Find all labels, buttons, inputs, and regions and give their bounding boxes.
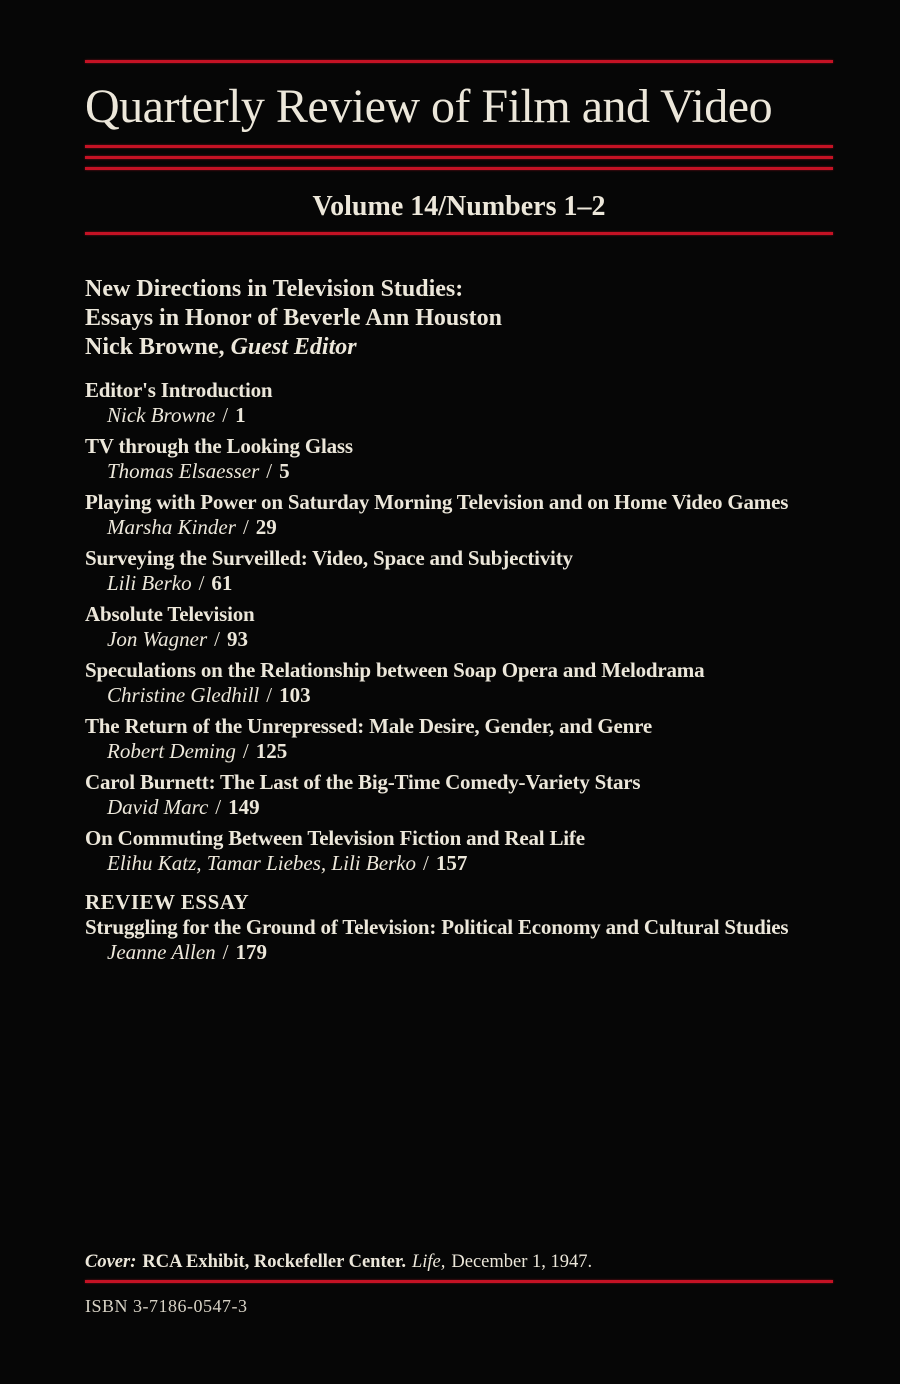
article-title: Playing with Power on Saturday Morning Television and on Home Video Games	[85, 490, 789, 514]
page-separator: /	[266, 459, 273, 483]
article-title: Editor's Introduction	[85, 378, 273, 402]
article-page-number: 125	[255, 739, 288, 763]
toc-entry	[85, 546, 833, 596]
article-title: The Return of the Unrepressed: Male Desire, Gender, and Genre	[85, 714, 653, 738]
toc-entry	[85, 714, 833, 764]
article-page-number: 29	[255, 515, 277, 539]
cover-credit	[85, 1250, 840, 1274]
article-byline	[85, 940, 833, 965]
page-separator: /	[222, 940, 229, 964]
page-content	[0, 60, 900, 965]
article-page-number: 1	[235, 403, 246, 427]
page-separator: /	[266, 683, 273, 707]
volume-number: Volume 14/Numbers 1–2	[312, 191, 606, 222]
decorative-rule	[85, 167, 833, 170]
guest-editor-line	[85, 333, 833, 362]
page-footer	[85, 1250, 840, 1317]
article-authors: David Marc	[107, 795, 209, 819]
article-title: Absolute Television	[85, 602, 255, 626]
article-page-number: 103	[279, 683, 311, 707]
cover-credit-date: December 1, 1947.	[451, 1252, 593, 1272]
article-page-number: 5	[279, 459, 290, 483]
article-byline	[85, 683, 833, 708]
page-separator: /	[214, 627, 220, 651]
article-authors: Elihu Katz, Tamar Liebes, Lili Berko	[107, 851, 417, 875]
article-byline	[85, 571, 833, 596]
toc-entry	[85, 826, 833, 876]
decorative-rule-group	[85, 145, 833, 170]
article-page-number: 157	[435, 851, 468, 875]
article-authors: Robert Deming	[107, 739, 236, 763]
article-byline	[85, 403, 833, 428]
article-page-number: 179	[235, 940, 267, 964]
page-separator: /	[242, 515, 249, 539]
article-page-number: 149	[228, 795, 260, 819]
guest-editor-name: Nick Browne,	[85, 334, 225, 360]
toc-entry	[85, 490, 833, 540]
article-authors: Thomas Elsaesser	[107, 459, 260, 483]
decorative-rule	[85, 156, 833, 159]
decorative-rule-top	[85, 60, 833, 63]
article-title: Carol Burnett: The Last of the Big-Time Comedy-Variety Stars	[85, 770, 641, 794]
decorative-rule	[85, 145, 833, 148]
page-separator: /	[423, 851, 429, 875]
page-separator: /	[215, 795, 222, 819]
article-authors: Marsha Kinder	[107, 515, 236, 539]
article-title: On Commuting Between Television Fiction and Real Life	[85, 826, 585, 850]
cover-credit-text: RCA Exhibit, Rockefeller Center.	[142, 1252, 406, 1272]
toc-entry	[85, 434, 833, 484]
article-authors: Christine Gledhill	[107, 683, 260, 707]
issue-heading-line2: Essays in Honor of Beverle Ann Houston	[85, 305, 502, 331]
article-title: Surveying the Surveilled: Video, Space and Subjectivity	[85, 546, 573, 570]
toc-entry	[85, 658, 833, 708]
article-byline	[85, 795, 833, 820]
issue-heading-line1: New Directions in Television Studies:	[85, 276, 464, 302]
issue-heading	[85, 275, 833, 362]
guest-editor-role: Guest Editor	[230, 334, 357, 360]
page-separator: /	[222, 403, 229, 427]
article-authors: Lili Berko	[107, 571, 192, 595]
review-essay-section	[85, 890, 833, 965]
article-page-number: 61	[211, 571, 233, 595]
decorative-rule-footer	[85, 1280, 833, 1283]
article-authors: Jon Wagner	[107, 627, 208, 651]
article-byline	[85, 739, 833, 764]
cover-credit-label: Cover:	[85, 1252, 137, 1272]
cover-credit-source: Life,	[411, 1252, 446, 1272]
page-separator: /	[198, 571, 205, 595]
journal-title: Quarterly Review of Film and Video	[85, 80, 773, 133]
toc-entry	[85, 770, 833, 820]
toc-entry	[85, 378, 833, 428]
page-separator: /	[242, 739, 249, 763]
article-authors: Jeanne Allen	[107, 940, 216, 964]
article-title: Speculations on the Relationship between Soap Opera and Melodrama	[85, 658, 705, 682]
article-authors: Nick Browne	[107, 403, 216, 427]
decorative-rule-under-volume	[85, 232, 833, 235]
article-byline	[85, 515, 833, 540]
table-of-contents	[85, 378, 833, 965]
article-title: Struggling for the Ground of Television: Political Economy and Cultural Studies	[85, 915, 789, 939]
article-byline	[85, 459, 833, 484]
section-label: REVIEW ESSAY	[85, 890, 250, 914]
article-byline	[85, 851, 833, 876]
isbn: ISBN 3-7186-0547-3	[85, 1296, 248, 1316]
article-page-number: 93	[226, 627, 248, 651]
toc-entry	[85, 602, 833, 652]
article-byline	[85, 627, 833, 652]
article-title: TV through the Looking Glass	[85, 434, 353, 458]
